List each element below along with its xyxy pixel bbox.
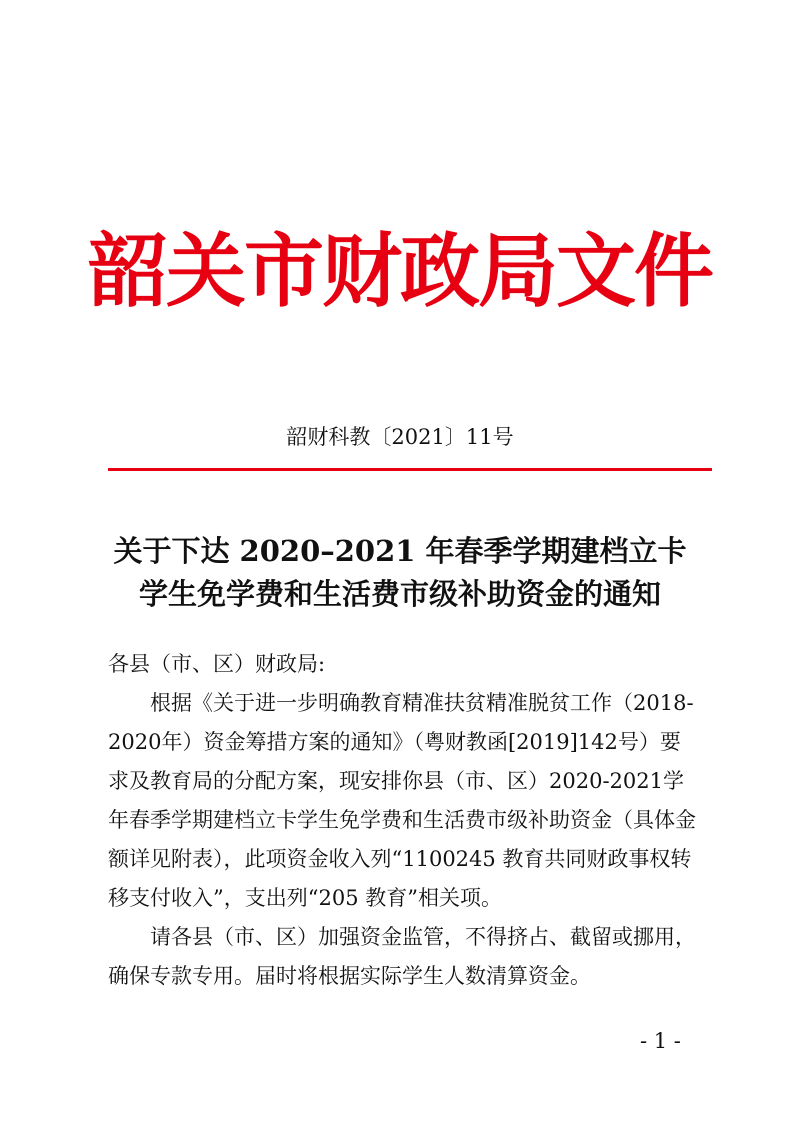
title-line-1: 关于下达 2020–2021 年春季学期建档立卡 <box>113 534 687 568</box>
title-line-2: 学生免学费和生活费市级补助资金的通知 <box>138 577 661 611</box>
red-divider-line <box>108 468 712 471</box>
document-number: 韶财科教〔2021〕11号 <box>286 425 514 449</box>
document-body <box>108 645 698 996</box>
document-title <box>90 530 710 616</box>
salutation: 各县（市、区）财政局: <box>108 652 326 676</box>
body-paragraph-2: 请各县（市、区）加强资金监管，不得挤占、截留或挪用，确保专款专用。届时将根据实际学生人数清算资金。 <box>108 925 696 988</box>
page-number: - 1 - <box>640 1029 681 1053</box>
body-paragraph-1: 根据《关于进一步明确教育精准扶贫精准脱贫工作（2018-2020年）资金筹措方案的通知》（粤财教函[2019]142号）要求及教育局的分配方案，现安排你县（市、区）2020-2021学年春季学期建档立卡学生免学费和生活费市级补助资金（具体金额详见附表），此项资金收入列“1100245 教育共同财政事权转移支付收入”，支出列“205 教育”相关项。 <box>108 691 696 910</box>
document-masthead: 韶关市财政局文件 <box>88 225 712 318</box>
